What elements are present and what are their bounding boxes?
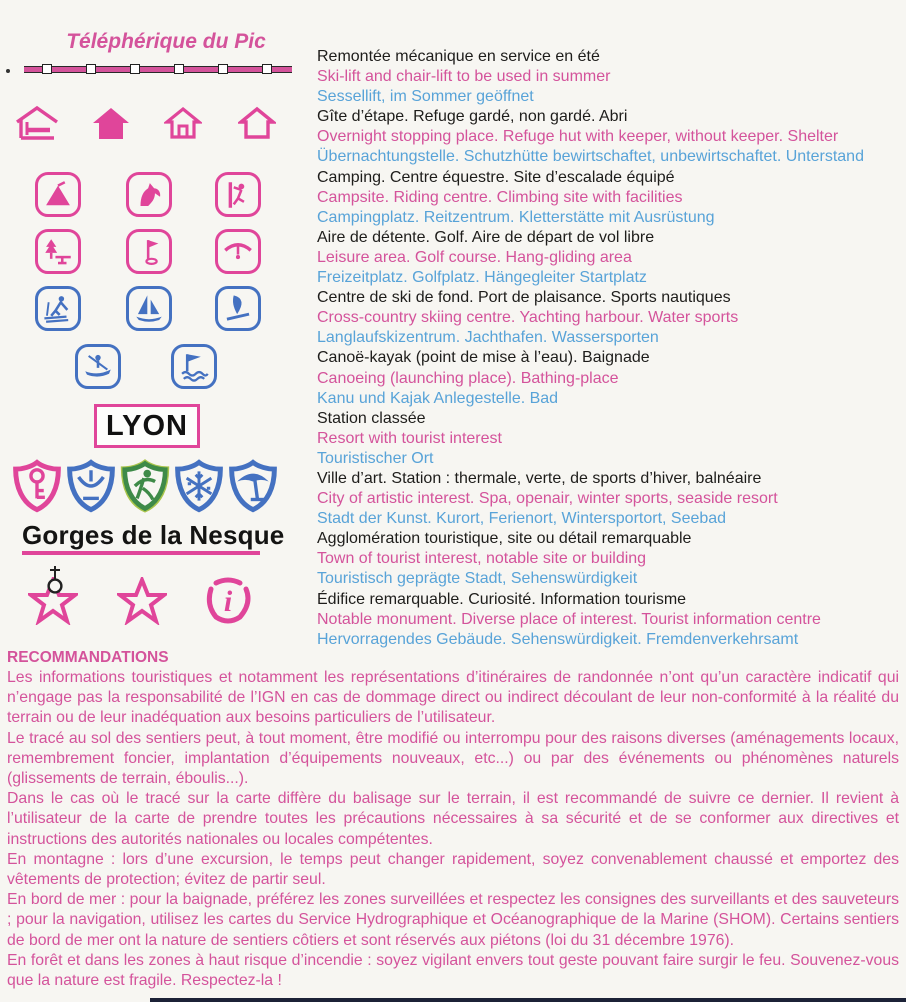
cableway-pylon-icon: [130, 64, 140, 74]
svg-text:i: i: [223, 585, 233, 618]
legend-line-en: Canoeing (launching place). Bathing-place: [317, 369, 619, 387]
yachting-sailboat-icon: [126, 286, 172, 331]
chapel-symbol-icon: [44, 564, 66, 596]
legend-line-fr: Station classée: [317, 409, 426, 427]
cableway-pylon-icon: [42, 64, 52, 74]
legend-line-en: Cross-country skiing centre. Yachting harbour. Water sports: [317, 309, 739, 327]
recommendations-section: [7, 647, 899, 991]
legend-line-en: Ski-lift and chair-lift to be used in summer: [317, 68, 611, 86]
classified-resort-town-symbol: [94, 404, 200, 448]
legend-line-fr: Agglomération touristique, site ou détail remarquable: [317, 530, 692, 548]
cableway-pylon-icon: [86, 64, 96, 74]
curiosity-star-icon: [117, 577, 167, 625]
legend-line-fr: Gîte d’étape. Refuge gardé, non gardé. Abri: [317, 108, 628, 126]
windsurfer-icon: [215, 286, 261, 331]
recommendations-paragraph: Le tracé au sol des sentiers peut, à tout moment, être modifié ou interrompu pour des raisons diverses (aménagements locaux, remembrement foncier, implantation d’équipements nouveaux, etc...) ou par des événements ou phénomènes naturels (glissements de terrain, éboulis...).: [7, 729, 899, 788]
spa-fountain-shield-icon: [66, 459, 116, 513]
legend-line-de: Langlaufskizentrum. Jachthafen. Wassersporten: [317, 329, 659, 347]
legend-line-fr: Canoë-kayak (point de mise à l’eau). Baignade: [317, 349, 650, 367]
legend-line-de: Stadt der Kunst. Kurort, Ferienort, Wintersportort, Seebad: [317, 510, 727, 528]
page-bottom-edge: [150, 998, 906, 1002]
legend-line-fr: Camping. Centre équestre. Site d’escalade équipé: [317, 168, 675, 186]
legend-line-en: Overnight stopping place. Refuge hut with keeper, without keeper. Shelter: [317, 128, 839, 146]
legend-line-en: Town of tourist interest, notable site or building: [317, 550, 647, 568]
refuge-without-keeper-icon: [164, 106, 202, 142]
canoe-kayak-icon: [75, 344, 121, 389]
city-of-art-key-shield-icon: [12, 459, 62, 513]
legend-text-column: [317, 47, 903, 650]
shelter-icon: [238, 106, 276, 142]
recommendations-paragraph: En bord de mer : pour la baignade, préférez les zones surveillées et respectez les consignes des surveillants et des sauveteurs ; pour la navigation, utilisez les cartes du Service Hydrographique et Océanographique de la Marine (SHOM). Certains sentiers de bord de mer ont la nature de sentiers côtiers et sont réservés aux piétons (loi du 31 décembre 1976).: [7, 891, 899, 949]
hang-glider-icon: [215, 229, 261, 274]
legend-line-en: City of artistic interest. Spa, openair, winter sports, seaside resort: [317, 490, 778, 508]
legend-line-de: Touristisch geprägte Stadt, Sehenswürdigkeit: [317, 570, 638, 588]
bathing-place-icon: [171, 344, 217, 389]
map-dot: [6, 69, 10, 73]
legend-line-en: Resort with tourist interest: [317, 429, 502, 447]
recommendations-paragraph: En montagne : lors d’une excursion, le temps peut changer rapidement, soyez convenablement chaussé et emportez des vêtements de protection; évitez de partir seul.: [7, 850, 899, 889]
cableway-label: Téléphérique du Pic: [66, 30, 266, 53]
legend-line-en: Campsite. Riding centre. Climbing site with facilities: [317, 188, 683, 206]
cableway-pylon-icon: [262, 64, 272, 74]
refuge-with-keeper-icon: [92, 106, 130, 142]
recommendations-paragraph: En forêt et dans les zones à haut risque d’incendie : soyez vigilant envers tout geste pouvant faire surgir le feu. Souvenez-vous que la nature est fragile. Respectez-la !: [7, 951, 899, 990]
riding-centre-horse-icon: [126, 172, 172, 217]
legend-line-de: Freizeitplatz. Golfplatz. Hängegleiter Startplatz: [317, 269, 647, 287]
legend-line-de: Übernachtungstelle. Schutzhütte bewirtschaftet, unbewirtschaftet. Unterstand: [317, 148, 864, 166]
tourist-information-icon: [202, 575, 254, 627]
recommendations-paragraph: Dans le cas où le tracé sur la carte diffère du balisage sur le terrain, il est recommandé de suivre ce dernier. Il revient à l’utilisateur de la carte de prendre toutes les précautions nécessaires à sa sécurité et de se conformer aux directives et instructions des autorités nationales ou locales compétentes.: [7, 790, 899, 848]
gorges-underline: [22, 551, 260, 555]
golf-flag-icon: [126, 229, 172, 274]
cableway-pylon-icon: [174, 64, 184, 74]
cableway-pylon-icon: [218, 64, 228, 74]
gite-etape-icon: [14, 105, 64, 143]
cableway-line-symbol: [24, 64, 292, 76]
climbing-site-climber-icon: [215, 172, 261, 217]
legend-line-de: Campingplatz. Reitzentrum. Kletterstätte mit Ausrüstung: [317, 208, 715, 226]
recommendations-title: RECOMMANDATIONS: [7, 649, 169, 666]
cableway-wire: [24, 66, 292, 73]
station-verte-person-shield-icon: [120, 459, 170, 513]
seaside-umbrella-shield-icon: [228, 459, 278, 513]
lyon-label: LYON: [106, 409, 188, 442]
legend-line-de: Touristischer Ort: [317, 449, 434, 467]
winter-sports-snowflake-shield-icon: [174, 459, 224, 513]
legend-line-de: Hervorragendes Gebäude. Sehenswürdigkeit. Fremdenverkehrsamt: [317, 630, 799, 648]
legend-line-en: Notable monument. Diverse place of interest. Tourist information centre: [317, 610, 821, 628]
leisure-area-icon: [35, 229, 81, 274]
legend-line-de: Kanu und Kajak Anlegestelle. Bad: [317, 389, 559, 407]
legend-line-fr: Édifice remarquable. Curiosité. Information tourisme: [317, 590, 687, 608]
legend-line-fr: Aire de détente. Golf. Aire de départ de vol libre: [317, 228, 655, 246]
cross-country-skier-icon: [35, 286, 81, 331]
campsite-tent-icon: [35, 172, 81, 217]
legend-line-fr: Ville d’art. Station : thermale, verte, de sports d’hiver, balnéaire: [317, 469, 762, 487]
legend-line-en: Leisure area. Golf course. Hang-gliding area: [317, 248, 632, 266]
legend-line-fr: Remontée mécanique en service en été: [317, 48, 600, 65]
legend-line-fr: Centre de ski de fond. Port de plaisance. Sports nautiques: [317, 289, 731, 307]
recommendations-paragraph: Les informations touristiques et notamment les représentations d’itinéraires de randonnée n’ont qu’un caractère indicatif qui n’engage pas la responsabilité de l’IGN en cas de dommage direct ou indirect découlant de leur non-conformité à la réalité du terrain ou de leur inadéquation aux besoins particuliers de l’utilisateur.: [7, 669, 899, 727]
legend-line-de: Sessellift, im Sommer geöffnet: [317, 88, 534, 106]
gorges-label: Gorges de la Nesque: [22, 520, 285, 550]
